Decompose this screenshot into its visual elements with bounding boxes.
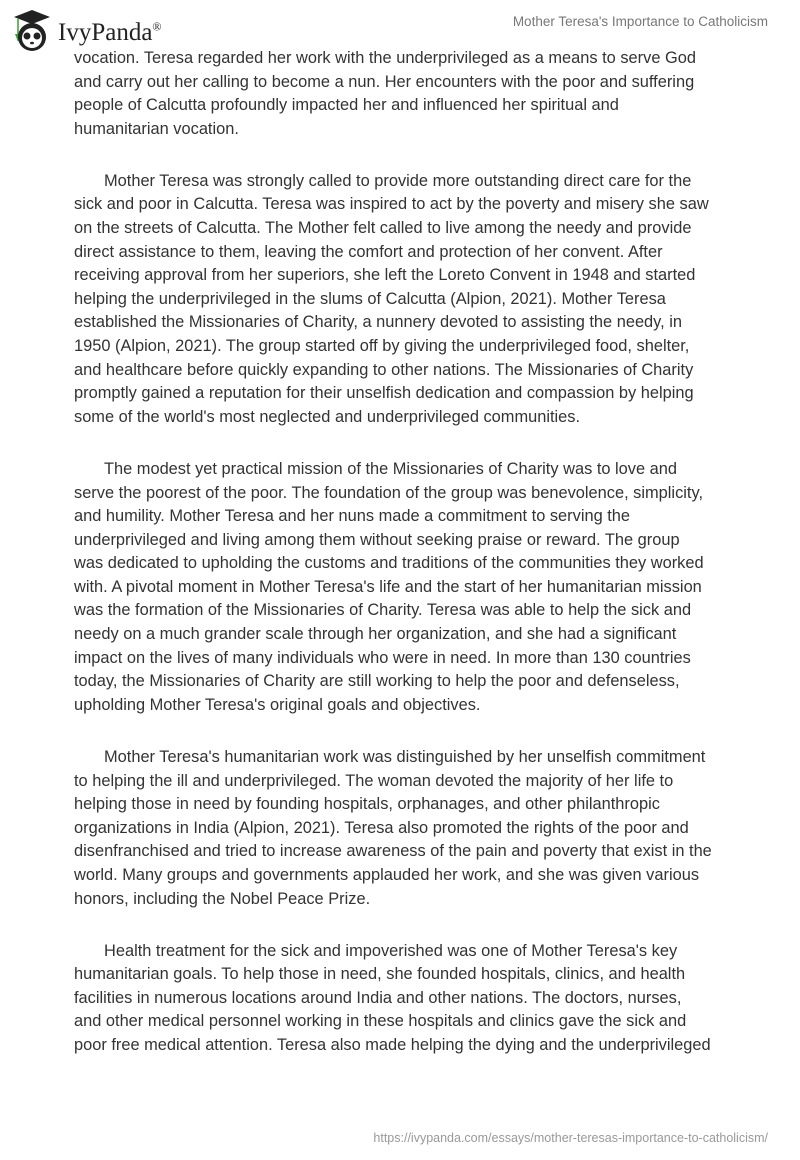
paragraph-line: disenfranchised and tried to increase awareness of the pain and poverty that exist in the bbox=[74, 842, 712, 861]
paragraph-line: people of Calcutta profoundly impacted her and influenced her spiritual and bbox=[74, 96, 619, 115]
paragraph-line: serve the poorest of the poor. The foundation of the group was benevolence, simplicity, bbox=[74, 483, 703, 502]
logo-text: IvyPanda® bbox=[58, 19, 162, 46]
paragraph-line: promptly gained a reputation for their unselfish dedication and compassion by helping bbox=[74, 384, 694, 403]
paragraph-line: organizations in India (Alpion, 2021). Teresa also promoted the rights of the poor and bbox=[74, 818, 689, 837]
essay-paragraph bbox=[74, 170, 734, 430]
essay-paragraph bbox=[74, 940, 734, 1058]
paragraph-line: upholding Mother Teresa's original goals and objectives. bbox=[74, 695, 481, 714]
paragraph-line: honors, including the Nobel Peace Prize. bbox=[74, 889, 371, 908]
paragraph-line: sick and poor in Calcutta. Teresa was inspired to act by the poverty and misery she saw bbox=[74, 195, 709, 214]
paragraph-line: and carry out her calling to become a nun. Her encounters with the poor and suffering bbox=[74, 72, 695, 91]
document-title: Mother Teresa's Importance to Catholicism bbox=[512, 14, 768, 29]
paragraph-line: on the streets of Calcutta. The Mother felt called to live among the needy and provide bbox=[74, 219, 692, 238]
paragraph-line: was the formation of the Missionaries of Charity. Teresa was able to help the sick and bbox=[74, 601, 692, 620]
paragraph-line: vocation. Teresa regarded her work with the underprivileged as a means to serve God bbox=[74, 49, 696, 67]
panda-graduate-icon bbox=[12, 8, 52, 54]
source-url[interactable]: https://ivypanda.com/essays/mother-teresas-importance-to-catholicism/ bbox=[373, 1131, 768, 1145]
paragraph-line: and other medical personnel working in these hospitals and clinics gave the sick and bbox=[74, 1012, 687, 1031]
essay-paragraph bbox=[74, 746, 734, 911]
paragraph-line: Health treatment for the sick and impoverished was one of Mother Teresa's key bbox=[104, 941, 678, 960]
paragraph-line: and healthcare before quickly expanding to other nations. The Missionaries of Charity bbox=[74, 360, 694, 379]
paragraph-line: humanitarian goals. To help those in need, she founded hospitals, clinics, and health bbox=[74, 965, 686, 984]
paragraph-line: needy on a much grander scale through her organization, and she had a significant bbox=[74, 625, 677, 644]
paragraph-line: The modest yet practical mission of the Missionaries of Charity was to love and bbox=[104, 459, 678, 478]
paragraph-line: direct assistance to them, leaving the comfort and protection of her convent. After bbox=[74, 242, 663, 261]
paragraph-line: today, the Missionaries of Charity are still working to help the poor and defenseless, bbox=[74, 672, 680, 691]
paragraph-line: was dedicated to upholding the customs and traditions of the communities they worked bbox=[74, 554, 704, 573]
paragraph-line: facilities in numerous locations around India and other nations. The doctors, nurses, bbox=[74, 988, 682, 1007]
page-header bbox=[0, 0, 800, 50]
paragraph-line: to helping the ill and underprivileged. The woman devoted the majority of her life to bbox=[74, 771, 674, 790]
essay-paragraph bbox=[74, 458, 734, 718]
paragraph-line: and humility. Mother Teresa and her nuns made a commitment to serving the bbox=[74, 507, 631, 526]
essay-body bbox=[74, 47, 734, 1086]
paragraph-line: impact on the lives of many individuals who were in need. In more than 130 countries bbox=[74, 648, 691, 667]
paragraph-line: some of the world's most neglected and underprivileged communities. bbox=[74, 407, 581, 426]
paragraph-line: humanitarian vocation. bbox=[74, 119, 239, 138]
paragraph-line: 1950 (Alpion, 2021). The group started off by giving the underprivileged food, shelter, bbox=[74, 337, 690, 356]
paragraph-line: Mother Teresa was strongly called to provide more outstanding direct care for the bbox=[104, 171, 692, 190]
paragraph-line: poor free medical attention. Teresa also made helping the dying and the underprivileged bbox=[74, 1035, 711, 1054]
paragraph-line: helping the underprivileged in the slums of Calcutta (Alpion, 2021). Mother Teresa bbox=[74, 289, 666, 308]
paragraph-line: established the Missionaries of Charity, a nunnery devoted to assisting the needy, in bbox=[74, 313, 683, 332]
paragraph-line: helping those in need by founding hospitals, orphanages, and other philanthropic bbox=[74, 795, 660, 814]
paragraph-line: Mother Teresa's humanitarian work was distinguished by her unselfish commitment bbox=[104, 747, 706, 766]
paragraph-line: receiving approval from her superiors, she left the Loreto Convent in 1948 and started bbox=[74, 266, 696, 285]
essay-paragraph bbox=[74, 47, 734, 141]
paragraph-line: with. A pivotal moment in Mother Teresa's life and the start of her humanitarian mission bbox=[74, 577, 702, 596]
paragraph-line: world. Many groups and governments applauded her work, and she was given various bbox=[74, 865, 700, 884]
paragraph-line: underprivileged and living among them without seeking praise or reward. The group bbox=[74, 530, 680, 549]
